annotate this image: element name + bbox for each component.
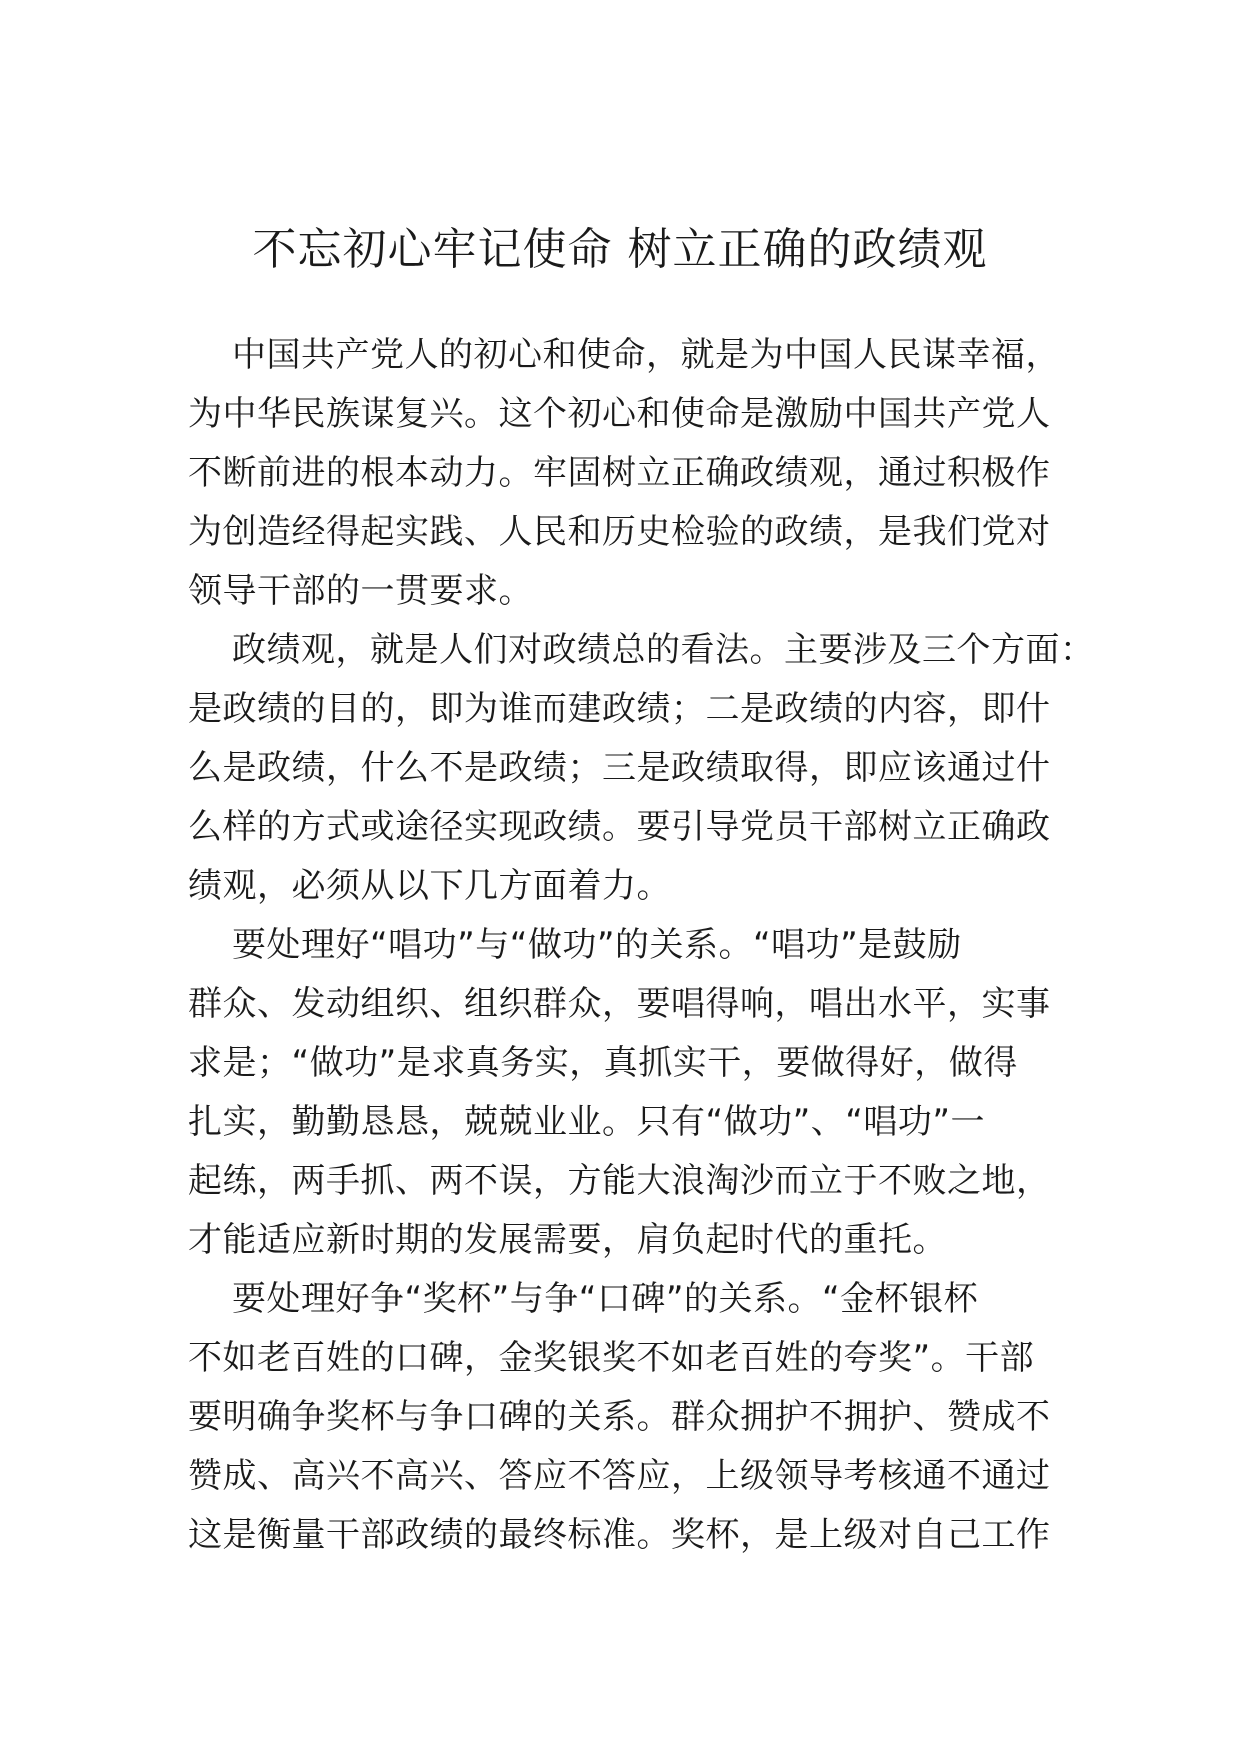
text-line: 要处理好争“奖杯”与争“口碑”的关系。“金杯银杯: [232, 1279, 979, 1319]
text-line: 要处理好“唱功”与“做功”的关系。“唱功”是鼓励: [232, 925, 962, 965]
paragraph-3: [188, 916, 1088, 1270]
text-line: 扎实，勤勤恳恳，兢兢业业。只有“做功”、“唱功”一: [188, 1102, 985, 1142]
text-line: 群众、发动组织、组织群众，要唱得响，唱出水平，实事: [188, 984, 1051, 1024]
text-line: 是政绩的目的，即为谁而建政绩；二是政绩的内容，即什: [188, 689, 1051, 729]
text-line: 不如老百姓的口碑，金奖银奖不如老百姓的夸奖”。干部: [188, 1338, 1035, 1378]
text-line: 赞成、高兴不高兴、答应不答应，上级领导考核通不通过: [188, 1456, 1051, 1496]
text-line: 么是政绩，什么不是政绩；三是政绩取得，即应该通过什: [188, 748, 1051, 788]
text-line: 中国共产党人的初心和使命，就是为中国人民谋幸福，: [232, 335, 1060, 375]
document-body: [188, 326, 1095, 1565]
document-title: 不忘初心牢记使命 树立正确的政绩观: [252, 224, 988, 275]
text-line: 么样的方式或途径实现政绩。要引导党员干部树立正确政: [188, 807, 1051, 847]
text-line: 求是；“做功”是求真务实，真抓实干，要做得好，做得: [188, 1043, 1018, 1083]
text-line: 绩观，必须从以下几方面着力。: [188, 866, 671, 906]
text-line: 为中华民族谋复兴。这个初心和使命是激励中国共产党人: [188, 394, 1051, 434]
text-line: 不断前进的根本动力。牢固树立正确政绩观，通过积极作: [188, 453, 1051, 493]
paragraph-2: [188, 621, 1095, 916]
text-line: 要明确争奖杯与争口碑的关系。群众拥护不拥护、赞成不: [188, 1397, 1051, 1437]
paragraph-4: [188, 1270, 1088, 1565]
text-line: 政绩观，就是人们对政绩总的看法。主要涉及三个方面：: [232, 630, 1095, 670]
text-line: 这是衡量干部政绩的最终标准。奖杯，是上级对自己工作: [188, 1515, 1051, 1555]
text-line: 为创造经得起实践、人民和历史检验的政绩，是我们党对: [188, 512, 1051, 552]
text-line: 领导干部的一贯要求。: [188, 571, 533, 611]
paragraph-1: [188, 326, 1088, 621]
text-line: 才能适应新时期的发展需要，肩负起时代的重托。: [188, 1220, 947, 1260]
text-line: 起练，两手抓、两不误，方能大浪淘沙而立于不败之地，: [188, 1161, 1051, 1201]
